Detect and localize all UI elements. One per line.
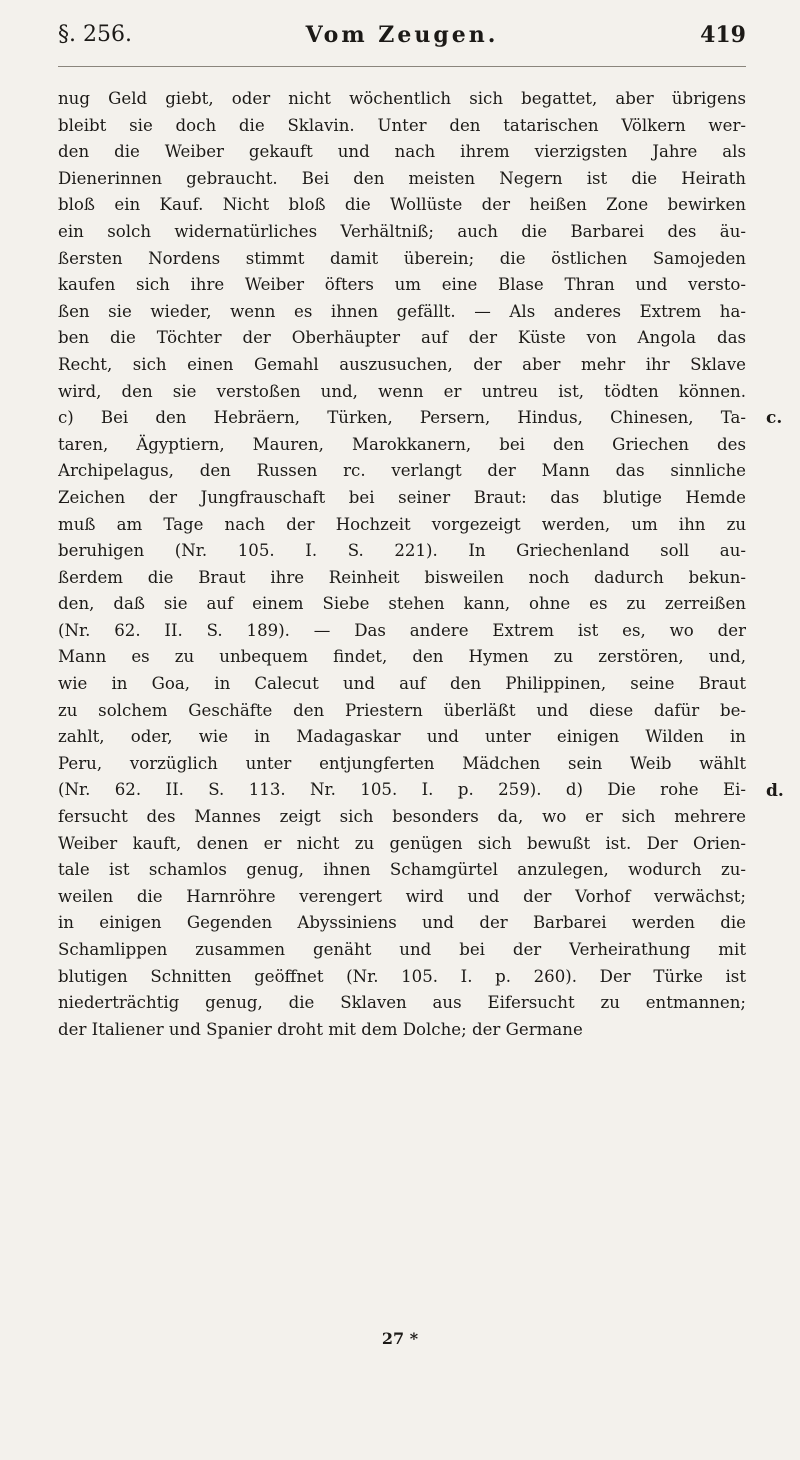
text-line: niederträchtig genug, die Sklaven aus Eifersucht zu entmannen; bbox=[58, 993, 746, 1013]
text-line: ßersten Nordens stimmt damit überein; die östlichen Samojeden bbox=[58, 248, 746, 268]
text-line: ßerdem die Braut ihre Reinheit bisweilen noch dadurch bekun- bbox=[58, 567, 746, 587]
text-line: tale ist schamlos genug, ihnen Schamgürtel anzulegen, wodurch zu- bbox=[58, 860, 746, 880]
text-line: wie in Goa, in Calecut und auf den Philippinen, seine Braut bbox=[58, 674, 746, 694]
text-line: blutigen Schnitten geöffnet (Nr. 105. I. p. 260). Der Türke ist bbox=[58, 966, 746, 986]
text-line: taren, Ägyptiern, Mauren, Marokkanern, bei den Griechen des bbox=[58, 434, 746, 454]
text-line: (Nr. 62. II. S. 113. Nr. 105. I. p. 259). d) Die rohe Ei- bbox=[58, 780, 746, 800]
text-line: Dienerinnen gebraucht. Bei den meisten Negern ist die Heirath bbox=[58, 168, 746, 188]
text-line: (Nr. 62. II. S. 189). — Das andere Extrem ist es, wo der bbox=[58, 620, 746, 640]
text-line: der Italiener und Spanier droht mit dem Dolche; der Germane bbox=[58, 1019, 583, 1039]
text-line: wird, den sie verstoßen und, wenn er untreu ist, tödten können. bbox=[58, 381, 746, 401]
text-line: den, daß sie auf einem Siebe stehen kann, ohne es zu zerreißen bbox=[58, 594, 746, 614]
text-line: zu solchem Geschäfte den Priestern überläßt und diese dafür be- bbox=[58, 700, 746, 720]
body-text bbox=[58, 86, 746, 1043]
page-title: Vom Zeugen. bbox=[305, 22, 499, 48]
text-line: zahlt, oder, wie in Madagaskar und unter einigen Wilden in bbox=[58, 727, 746, 747]
text-line: Peru, vorzüglich unter entjungferten Mädchen sein Weib wählt bbox=[58, 753, 746, 773]
text-line: ein solch widernatürliches Verhältniß; auch die Barbarei des äu- bbox=[58, 221, 746, 241]
text-line: in einigen Gegenden Abyssiniens und der Barbarei werden die bbox=[58, 913, 746, 933]
text-line: nug Geld giebt, oder nicht wöchentlich sich begattet, aber übrigens bbox=[58, 89, 746, 108]
text-line: Schamlippen zusammen genäht und bei der Verheirathung mit bbox=[58, 940, 746, 959]
text-line: weilen die Harnröhre verengert wird und der Vorhof verwächst; bbox=[58, 886, 746, 906]
text-line: Archipelagus, den Russen rc. verlangt der Mann das sinnliche bbox=[58, 461, 746, 481]
text-line: bleibt sie doch die Sklavin. Unter den tatarischen Völkern wer- bbox=[58, 115, 746, 135]
text-line: Recht, sich einen Gemahl auszusuchen, der aber mehr ihr Sklave bbox=[58, 354, 746, 374]
page-number: 419 bbox=[700, 22, 746, 48]
header-rule bbox=[58, 66, 746, 67]
text-line: den die Weiber gekauft und nach ihrem vierzigsten Jahre als bbox=[58, 142, 746, 162]
margin-note: c. bbox=[766, 408, 783, 429]
text-line: Mann es zu unbequem findet, den Hymen zu zerstören, und, bbox=[58, 647, 746, 667]
margin-note: d. bbox=[766, 780, 784, 801]
text-line: ben die Töchter der Oberhäupter auf der Küste von Angola das bbox=[58, 328, 746, 348]
text-line: beruhigen (Nr. 105. I. S. 221). In Griechenland soll au- bbox=[58, 541, 746, 561]
text-line: kaufen sich ihre Weiber öfters um eine Blase Thran und versto- bbox=[58, 275, 746, 295]
text-line: Weiber kauft, denen er nicht zu genügen sich bewußt ist. Der Orien- bbox=[58, 833, 746, 853]
text-line: fersucht des Mannes zeigt sich besonders da, wo er sich mehrere bbox=[58, 807, 746, 827]
section-number: §. 256. bbox=[58, 22, 132, 47]
running-header bbox=[58, 22, 746, 62]
text-line: Zeichen der Jungfrauschaft bei seiner Braut: das blutige Hemde bbox=[58, 487, 746, 507]
text-line: muß am Tage nach der Hochzeit vorgezeigt werden, um ihn zu bbox=[58, 514, 746, 534]
text-line: bloß ein Kauf. Nicht bloß die Wollüste der heißen Zone bewirken bbox=[58, 195, 746, 215]
text-line: c) Bei den Hebräern, Türken, Persern, Hindus, Chinesen, Ta- bbox=[58, 408, 746, 428]
signature-mark: 27 * bbox=[381, 1329, 419, 1348]
text-line: ßen sie wieder, wenn es ihnen gefällt. — Als anderes Extrem ha- bbox=[58, 301, 746, 321]
